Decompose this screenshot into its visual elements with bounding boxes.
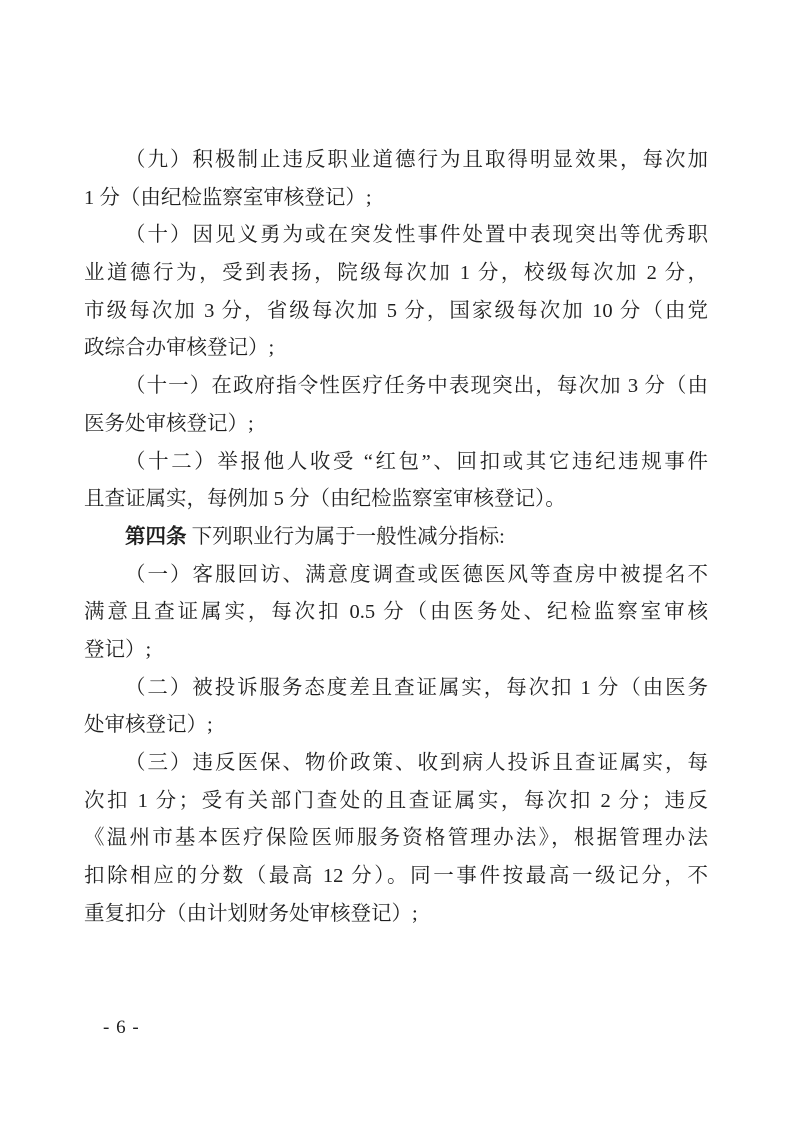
text-line: 扣除相应的分数（最高 12 分）。同一事件按最高一级记分，不 [84, 865, 708, 888]
text-line: 且查证属实，每例加 5 分（由纪检监察室审核登记）。 [84, 488, 566, 511]
text-line: 政综合办审核登记）; [84, 337, 275, 360]
text-line: （三）违反医保、物价政策、收到病人投诉且查证属实，每 [125, 752, 708, 774]
text-line: （二）被投诉服务态度差且查证属实，每次扣 1 分（由医务 [125, 676, 708, 699]
text-line: 重复扣分（由计划财务处审核登记）; [84, 902, 418, 925]
text-line: 医务处审核登记）; [84, 412, 254, 435]
article-heading-line [84, 519, 708, 557]
text-line: 1 分（由纪检监察室审核登记）; [84, 186, 372, 209]
text-line: （十二）举报他人收受 “红包”、回扣或其它违纪违规事件 [125, 450, 708, 473]
text-line: 处审核登记）; [84, 714, 213, 737]
text-line: （九）积极制止违反职业道德行为且取得明显效果，每次加 [125, 149, 708, 171]
text-line: （十一）在政府指令性医疗任务中表现突出，每次加 3 分（由 [125, 375, 708, 398]
text-line: 市级每次加 3 分，省级每次加 5 分，国家级每次加 10 分（由党 [84, 299, 708, 322]
article-heading-text: 下列职业行为属于一般性减分指标: [186, 525, 505, 548]
article-number: 第四条 [125, 525, 187, 548]
text-line: 次扣 1 分；受有关部门查处的且查证属实，每次扣 2 分；违反 [84, 789, 708, 812]
text-line: 业道德行为，受到表扬，院级每次加 1 分，校级每次加 2 分， [84, 262, 708, 285]
text-line: 《温州市基本医疗保险医师服务资格管理办法》，根据管理办法 [84, 827, 708, 850]
text-line: 满意且查证属实，每次扣 0.5 分（由医务处、纪检监察室审核 [84, 601, 708, 624]
document-body [84, 142, 708, 933]
text-line: （十）因见义勇为或在突发性事件处置中表现突出等优秀职 [125, 224, 708, 247]
text-line: 登记）; [84, 638, 152, 661]
text-line: （一）客服回访、满意度调查或医德医风等查房中被提名不 [125, 563, 708, 586]
page-number: - 6 - [103, 1017, 140, 1038]
